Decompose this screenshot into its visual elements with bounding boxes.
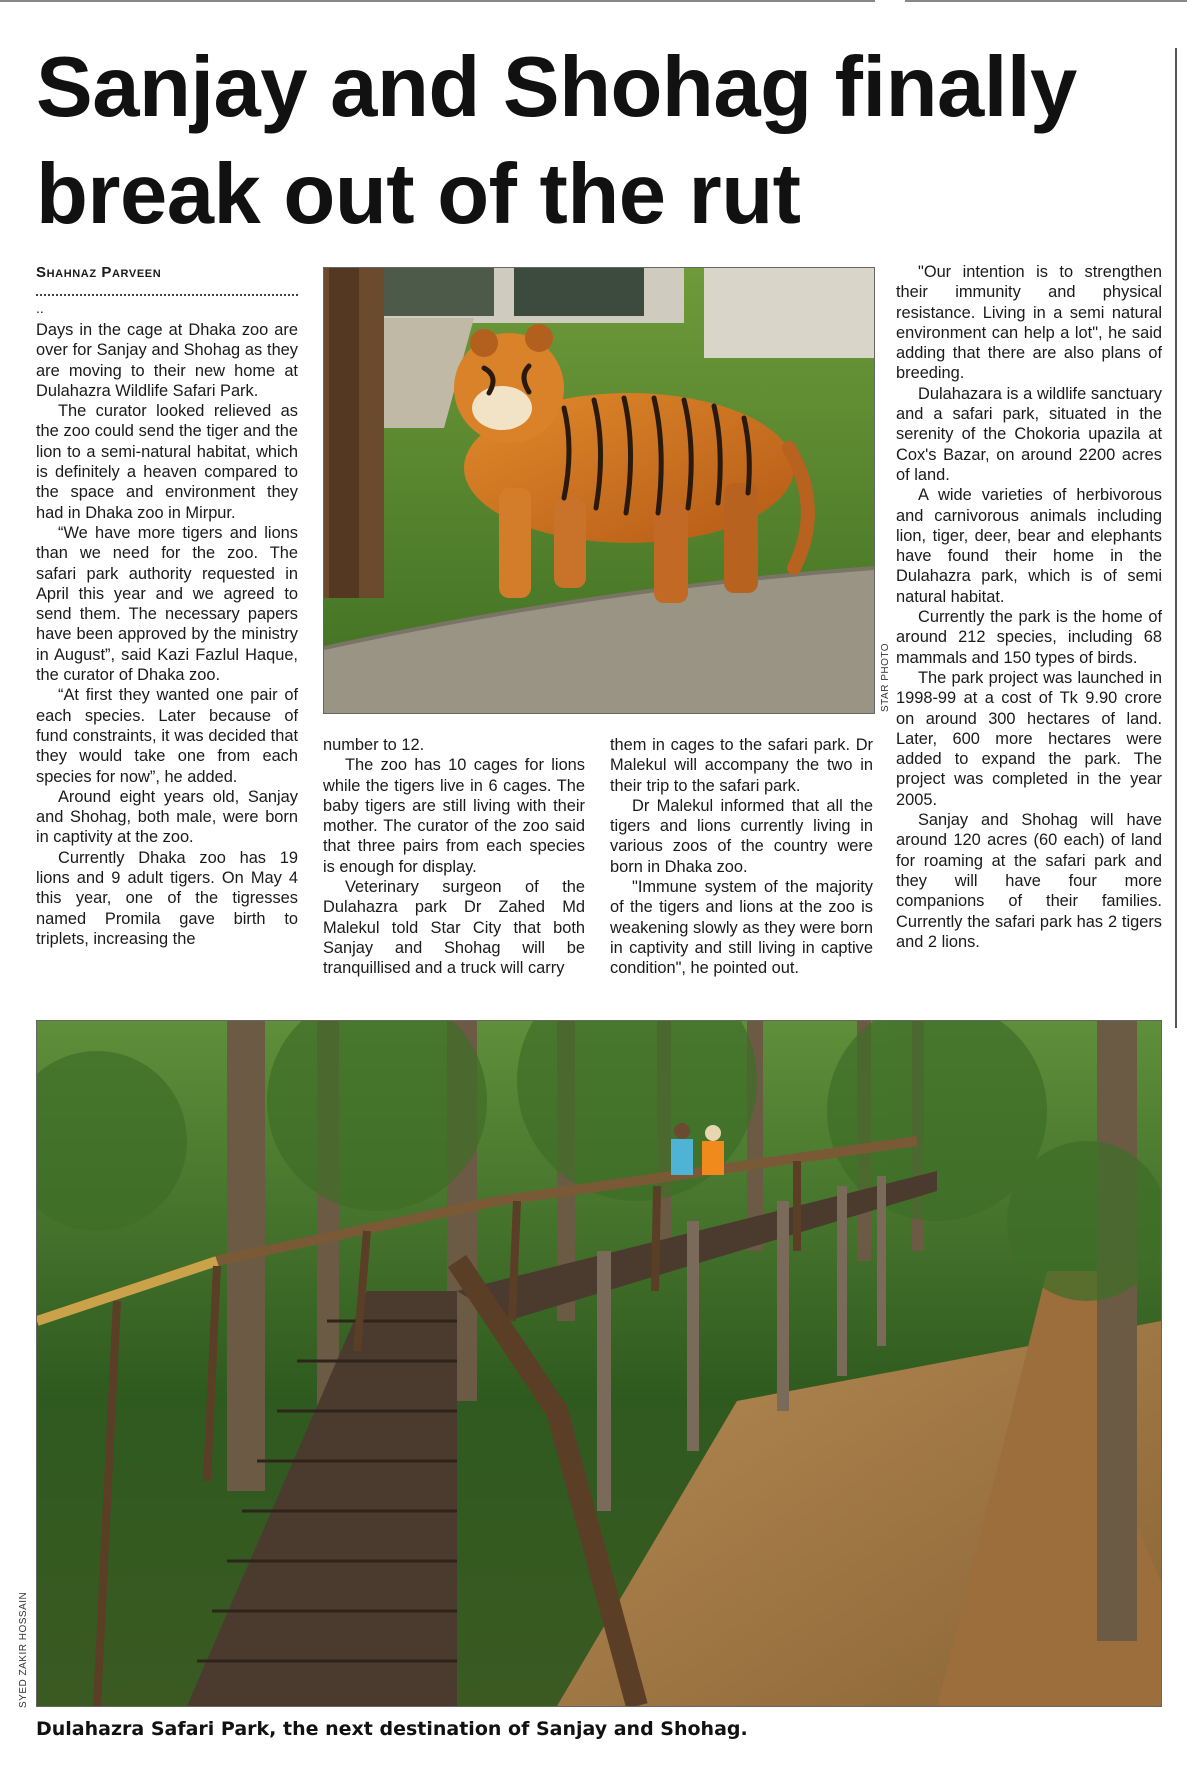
boardwalk-illustration [37, 1021, 1161, 1706]
photo-caption: Dulahazra Safari Park, the next destination of Sanjay and Shohag. [36, 1718, 748, 1740]
paragraph: “At first they wanted one pair of each species. Later because of fund constraints, it was decided that they would take one from each species for now”, he added. [36, 686, 298, 786]
byline-separator [36, 284, 298, 296]
column-rule [1175, 48, 1177, 1028]
paragraph: Currently the park is the home of around 212 species, including 68 mammals and 150 types of birds. [896, 608, 1162, 667]
headline [36, 34, 1156, 248]
paragraph: A wide varieties of herbivorous and carnivorous animals including lion, tiger, deer, bear and elephants have found their home in the Dulahazra park, which is of semi natural habitat. [896, 486, 1162, 606]
paragraph: The curator looked relieved as the zoo could send the tiger and the lion to a semi-natural habitat, which is definitely a heaven compared to the space and environment they had in Dhaka zoo in Mirpur. [36, 402, 298, 522]
tiger-illustration [324, 268, 874, 713]
paragraph: Around eight years old, Sanjay and Shohag, both male, were born in captivity at the zoo. [36, 787, 298, 847]
tiger-photo [323, 267, 875, 714]
paragraph: Sanjay and Shohag will have around 120 acres (60 each) of land for roaming at the safari park and they will have four more companions of their families. Currently the safari park has 2 tigers and 2 lions. [896, 811, 1162, 951]
byline-dots: .. [36, 300, 44, 316]
photo-credit: SYED ZAKIR HOSSAIN [18, 1591, 29, 1708]
paragraph: Currently Dhaka zoo has 19 lions and 9 adult tigers. On May 4 this year, one of the tigresses named Promila gave birth to triplets, increasing the [36, 848, 298, 948]
paragraph: "Immune system of the majority of the tigers and lions at the zoo is weakening slowly as they were born in captivity and still living in captive condition", he pointed out. [610, 878, 873, 978]
headline-line-2: break out of the rut [36, 147, 801, 242]
byline: Shahnaz Parveen [36, 264, 162, 281]
paragraph: The park project was launched in 1998-99 at a cost of Tk 9.90 crore on around 300 hectares of land. Later, 600 more hectares were added to expand the park. The project was completed in the year 2005. [896, 668, 1162, 809]
paragraph: The zoo has 10 cages for lions while the tigers live in 6 cages. The baby tigers are still living with their mother. The curator of the zoo said that three pairs from each species is enough for display. [323, 756, 585, 876]
paragraph: Veterinary surgeon of the Dulahazra park Dr Zahed Md Malekul told Star City that both Sanjay and Shohag will be tranquillised and a truck will carry [323, 878, 585, 978]
photo-credit: STAR PHOTO [880, 642, 891, 712]
paragraph: them in cages to the safari park. Dr Malekul will accompany the two in their trip to the safari park. [610, 736, 873, 795]
article-column-2 [323, 735, 585, 979]
paragraph: Dr Malekul informed that all the tigers and lions currently living in various zoos of the country were born in Dhaka zoo. [610, 796, 873, 876]
article-column-3 [610, 735, 873, 979]
headline-line-1: Sanjay and Shohag finally [36, 40, 1077, 135]
paragraph: Dulahazara is a wildlife sanctuary and a safari park, situated in the serenity of the Chokoria upazila at Cox's Bazar, on around 2200 acres of land. [896, 384, 1162, 484]
park-photo [36, 1020, 1162, 1707]
paragraph: "Our intention is to strengthen their immunity and physical resistance. Living in a semi natural environment can help a lot", he said adding that there are also plans of breeding. [896, 263, 1162, 383]
paragraph: Days in the cage at Dhaka zoo are over for Sanjay and Shohag as they are moving to their new home at Dulahazra Wildlife Safari Park. [36, 321, 298, 400]
paragraph: “We have more tigers and lions than we need for the zoo. The safari park authority requested in April this year and we agreed to send them. The necessary papers have been approved by the ministry in August”, said Kazi Fazlul Haque, the curator of Dhaka zoo. [36, 523, 298, 685]
paragraph: number to 12. [323, 736, 425, 754]
top-rule [905, 0, 1187, 2]
top-rule [0, 0, 875, 2]
article-column-1 [36, 320, 298, 949]
article-column-4 [896, 262, 1162, 952]
